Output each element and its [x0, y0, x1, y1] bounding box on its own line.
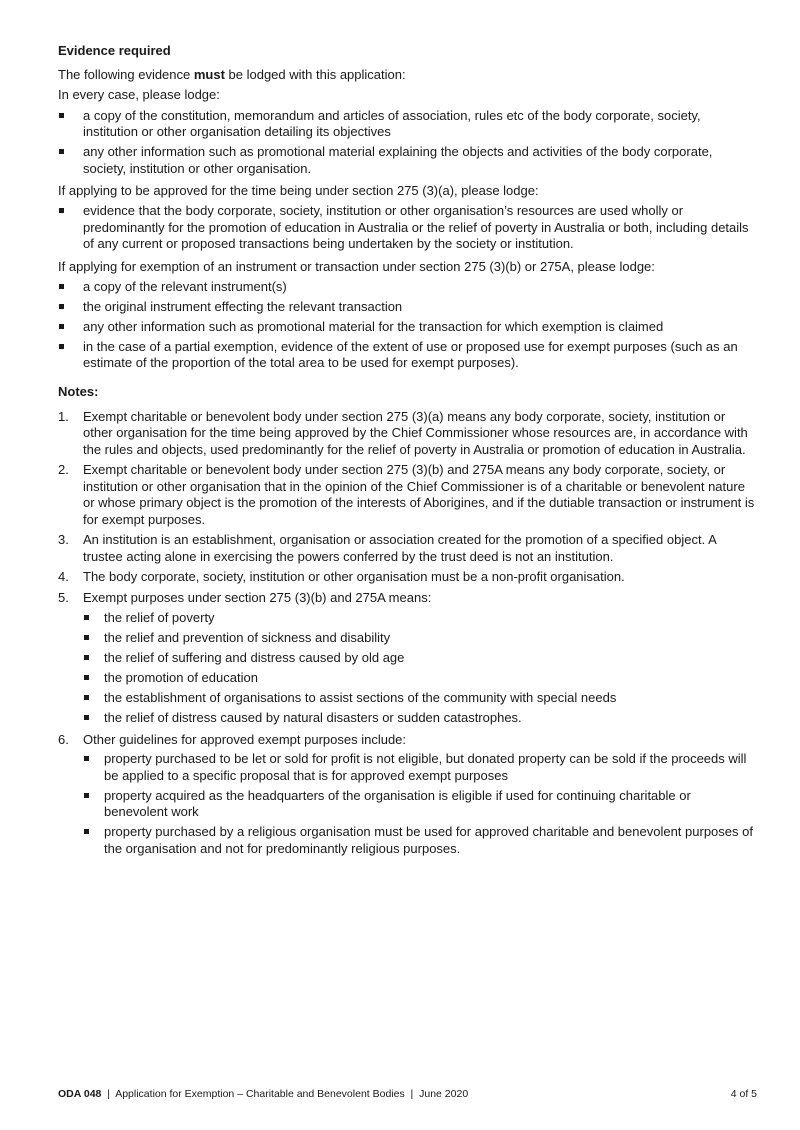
- note-text: The body corporate, society, institution or other organisation must be a non-profit organisation.: [83, 569, 625, 585]
- exemption-list: [58, 279, 758, 372]
- list-item: in the case of a partial exemption, evidence of the extent of use or proposed use for exempt purposes (such as an estimate of the proportion of the total area to be used for exempt purposes).: [58, 339, 758, 372]
- list-item: the relief of distress caused by natural disasters or sudden catastrophes.: [83, 710, 758, 726]
- note-item: [58, 532, 758, 565]
- note-number: 6.: [58, 731, 69, 747]
- note-text: Exempt purposes under section 275 (3)(b) and 275A means:: [83, 590, 432, 606]
- list-item: evidence that the body corporate, society, institution or other organisation’s resources are used wholly or predominantly for the promotion of education in Australia or the relief of poverty in Australia or both, including details of any current or proposed transactions being undertaken by the society or institution.: [58, 203, 758, 252]
- notes-list: [58, 409, 758, 857]
- every-case-list: [58, 108, 758, 177]
- list-item: the original instrument effecting the relevant transaction: [58, 299, 758, 315]
- list-item: property purchased to be let or sold for profit is not eligible, but donated property can be sold if the proceeds will be applied to a specific proposal that is for approved exempt purposes: [83, 751, 758, 784]
- document-page: [58, 43, 758, 863]
- every-case-intro: In every case, please lodge:: [58, 87, 220, 103]
- note-number: 1.: [58, 408, 69, 424]
- page-number: 4 of 5: [730, 1088, 757, 1100]
- list-item: any other information such as promotional material explaining the objects and activities of the body corporate, society, institution or other organisation.: [58, 144, 758, 177]
- guidelines-list: [83, 751, 758, 857]
- list-item: property acquired as the headquarters of the organisation is eligible if used for continuing charitable or benevolent work: [83, 788, 758, 821]
- list-item: any other information such as promotional material for the transaction for which exemption is claimed: [58, 319, 758, 335]
- note-text: Exempt charitable or benevolent body under section 275 (3)(b) and 275A means any body corporate, society, or institution or other organisation that in the opinion of the Chief Commissioner is of a charitable or benevolent nature or whose primary object is the promotion of the interests of Aborigines, and if the dutiable transaction or instrument is for exempt purposes.: [83, 462, 755, 527]
- list-item: a copy of the constitution, memorandum and articles of association, rules etc of the body corporate, society, institution or other organisation detailing its objectives: [58, 108, 758, 141]
- list-item: the relief of suffering and distress caused by old age: [83, 650, 758, 666]
- note-text: Exempt charitable or benevolent body under section 275 (3)(a) means any body corporate, society, institution or other organisation for the time being approved by the Chief Commissioner whose resources are, in accordance with the rules and objects, used predominantly for the relief of poverty in Australia or promotion of education in Australia.: [83, 408, 748, 457]
- exemption-intro: If applying for exemption of an instrument or transaction under section 275 (3)(b) or 275A, please lodge:: [58, 258, 655, 274]
- list-item: the relief of poverty: [83, 610, 758, 626]
- must-emphasis: must: [193, 67, 225, 82]
- evidence-heading: Evidence required: [58, 43, 171, 58]
- note-number: 5.: [58, 590, 69, 606]
- footer-title: [58, 1086, 468, 1102]
- exempt-purposes-list: [83, 610, 758, 726]
- evidence-intro: The following evidence must be lodged with this application:: [58, 67, 406, 82]
- note-number: 3.: [58, 532, 69, 548]
- list-item: the establishment of organisations to assist sections of the community with special needs: [83, 690, 758, 706]
- list-item: the relief and prevention of sickness and disability: [83, 630, 758, 646]
- form-code: ODA 048: [58, 1088, 102, 1100]
- page-footer: [58, 1086, 757, 1102]
- note-item: [58, 462, 758, 528]
- list-item: property purchased by a religious organisation must be used for approved charitable and benevolent purposes of the organisation and not for predominantly religious purposes.: [83, 824, 758, 857]
- approved-list: [58, 203, 758, 252]
- note-item: [58, 732, 758, 857]
- note-number: 4.: [58, 569, 69, 585]
- note-item: [58, 590, 758, 726]
- list-item: a copy of the relevant instrument(s): [58, 279, 758, 295]
- note-item: [58, 569, 758, 585]
- note-item: [58, 409, 758, 458]
- note-text: Other guidelines for approved exempt purposes include:: [83, 731, 407, 747]
- note-number: 2.: [58, 462, 69, 478]
- approved-intro: If applying to be approved for the time being under section 275 (3)(a), please lodge:: [58, 183, 539, 199]
- notes-heading: Notes:: [58, 383, 99, 399]
- footer-title-text: | Application for Exemption – Charitable and Benevolent Bodies | June 2020: [101, 1088, 469, 1100]
- list-item: the promotion of education: [83, 670, 758, 686]
- note-text: An institution is an establishment, organisation or association created for the promotion of a specified object. A trustee acting alone in exercising the powers conferred by the trust deed is not an institution.: [83, 532, 717, 564]
